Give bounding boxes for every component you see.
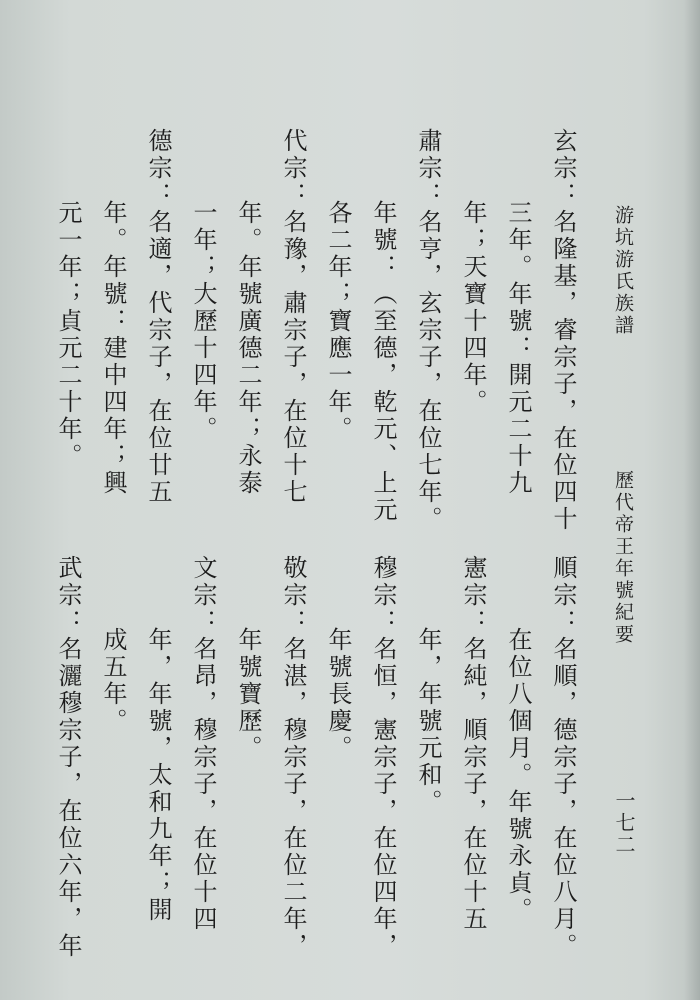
section-title: 歷代帝王年號紀要 [612, 470, 634, 646]
entry-daizong-line-3: 一年；大歷十四年。 [189, 200, 217, 443]
entry-suzong-line-3: 各二年；寶應一年。 [324, 200, 352, 443]
entry-daizong-line-1: 代宗：名豫，肅宗子，在位十七 [279, 128, 307, 506]
entry-xuanzong-line-1: 玄宗：名隆基，睿宗子，在位四十 [549, 128, 577, 533]
entry-daizong-line-2: 年。年號廣德二年；永泰 [234, 200, 262, 497]
entry-wenzong-line-1: 文宗：名昂，穆宗子，在位十四 [189, 555, 217, 933]
entry-xianzong-line-2: 年，年號元和。 [414, 627, 442, 816]
entry-xuanzong-line-2: 三年。年號：開元二十九 [504, 200, 532, 497]
entry-muzong-line-2: 年號長慶。 [324, 627, 352, 762]
entry-xuanzong-line-3: 年；天寶十四年。 [459, 200, 487, 416]
entry-muzong-line-1: 穆宗：名恒，憲宗子，在位四年， [369, 555, 397, 960]
entry-shunzong-line-1: 順宗：名順，德宗子，在位八月。 [549, 555, 577, 960]
entry-xianzong-line-1: 憲宗：名純，順宗子，在位十五 [459, 555, 487, 933]
entry-dezong-line-3: 元一年；貞元二十年。 [54, 200, 82, 470]
entry-jingzong-line-2: 年號寶歷。 [234, 627, 262, 762]
book-title: 游坑游氏族譜 [612, 205, 634, 337]
spine-shadow [684, 0, 700, 1000]
entry-wenzong-line-3: 成五年。 [99, 627, 127, 735]
entry-dezong-line-1: 德宗：名適，代宗子，在位廿五 [144, 128, 172, 506]
entry-jingzong-line-1: 敬宗：名湛，穆宗子，在位二年， [279, 555, 307, 960]
entry-dezong-line-2: 年。年號：建中四年；興 [99, 200, 127, 497]
entry-wuzong-line-1: 武宗：名灑穆宗子，在位六年，年 [54, 555, 82, 960]
page-number: 一七二 [612, 790, 636, 856]
entry-suzong-line-2: 年號：（至德，乾元、上元 [369, 200, 397, 524]
entry-wenzong-line-2: 年，年號，太和九年；開 [144, 627, 172, 924]
entry-shunzong-line-2: 在位八個月。年號永貞。 [504, 627, 532, 924]
entry-suzong-line-1: 肅宗：名亨，玄宗子，在位七年。 [414, 128, 442, 533]
